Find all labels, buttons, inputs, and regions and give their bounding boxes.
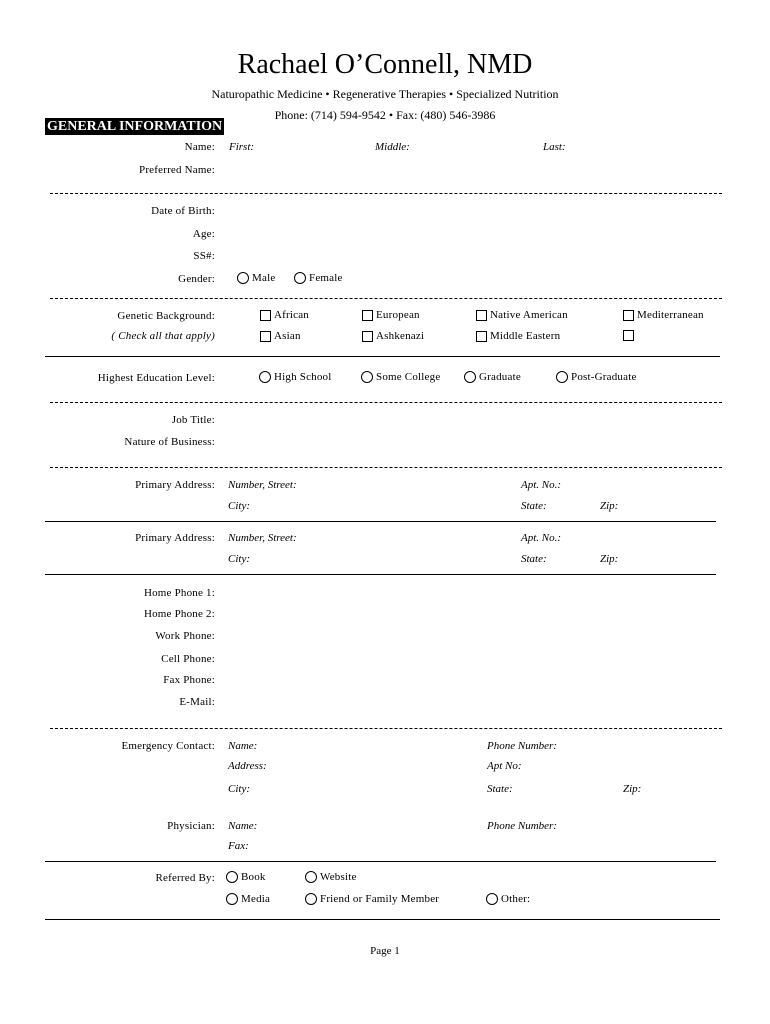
emergency-city-field[interactable]: City:	[228, 783, 250, 795]
divider	[50, 298, 722, 299]
emergency-address-field[interactable]: Address:	[228, 760, 267, 772]
radio-icon[interactable]	[237, 272, 249, 284]
apt-field[interactable]: Apt. No.:	[521, 479, 562, 491]
section-title-general-information: GENERAL INFORMATION	[47, 119, 223, 134]
zip-field[interactable]: Zip:	[600, 553, 619, 565]
contact-line: Phone: (714) 594-9542 • Fax: (480) 546-3986	[274, 108, 496, 122]
primary-address-2-label: Primary Address:	[135, 532, 215, 544]
nature-of-business-label: Nature of Business:	[124, 436, 215, 448]
date-of-birth-label: Date of Birth:	[151, 205, 215, 217]
referral-option-friend-family[interactable]: Friend or Family Member	[305, 893, 439, 905]
referral-option-media[interactable]: Media	[226, 893, 270, 905]
divider	[50, 193, 722, 194]
home-phone-2-label: Home Phone 2:	[143, 608, 215, 620]
divider	[45, 356, 720, 357]
email-label: E-Mail:	[179, 696, 215, 708]
street-field[interactable]: Number, Street:	[228, 479, 297, 491]
city-field[interactable]: City:	[228, 553, 250, 565]
divider	[50, 467, 722, 468]
job-title-label: Job Title:	[171, 414, 215, 426]
apt-field[interactable]: Apt. No.:	[521, 532, 562, 544]
referral-option-book[interactable]: Book	[226, 871, 266, 883]
referred-by-label: Referred By:	[155, 872, 215, 884]
emergency-state-field[interactable]: State:	[487, 783, 513, 795]
checkbox-icon[interactable]	[623, 310, 634, 321]
name-label: Name:	[184, 141, 215, 153]
checkbox-icon[interactable]	[260, 331, 271, 342]
preferred-name-label: Preferred Name:	[139, 164, 215, 176]
physician-fax-field[interactable]: Fax:	[228, 840, 249, 852]
divider	[45, 521, 716, 522]
education-option-post-graduate[interactable]: Post-Graduate	[556, 371, 637, 383]
education-option-high-school[interactable]: High School	[259, 371, 332, 383]
doctor-name-title: Rachael O’Connell, NMD	[237, 49, 533, 80]
street-field[interactable]: Number, Street:	[228, 532, 297, 544]
divider	[45, 861, 716, 862]
physician-phone-field[interactable]: Phone Number:	[487, 820, 557, 832]
divider	[45, 919, 720, 920]
radio-icon[interactable]	[294, 272, 306, 284]
radio-icon[interactable]	[305, 893, 317, 905]
page-number: Page 1	[370, 945, 400, 957]
practice-subtitle: Naturopathic Medicine • Regenerative Therapies • Specialized Nutrition	[211, 87, 559, 101]
physician-label: Physician:	[167, 820, 215, 832]
radio-icon[interactable]	[305, 871, 317, 883]
physician-name-field[interactable]: Name:	[228, 820, 258, 832]
genetic-option-other-blank[interactable]	[623, 330, 637, 341]
work-phone-label: Work Phone:	[155, 630, 215, 642]
genetic-background-label: Genetic Background:	[117, 310, 215, 322]
fax-phone-label: Fax Phone:	[163, 674, 215, 686]
gender-label: Gender:	[178, 273, 215, 285]
emergency-name-field[interactable]: Name:	[228, 740, 258, 752]
genetic-option-asian[interactable]: Asian	[260, 330, 301, 342]
radio-icon[interactable]	[226, 893, 238, 905]
age-label: Age:	[192, 228, 215, 240]
emergency-zip-field[interactable]: Zip:	[623, 783, 642, 795]
city-field[interactable]: City:	[228, 500, 250, 512]
checkbox-icon[interactable]	[476, 331, 487, 342]
checkbox-icon[interactable]	[623, 330, 634, 341]
emergency-phone-field[interactable]: Phone Number:	[487, 740, 557, 752]
referral-option-other[interactable]: Other:	[486, 893, 530, 905]
home-phone-1-label: Home Phone 1:	[143, 587, 215, 599]
ssn-label: SS#:	[193, 250, 215, 262]
genetic-option-middle-eastern[interactable]: Middle Eastern	[476, 330, 560, 342]
middle-name-field[interactable]: Middle:	[375, 141, 410, 153]
gender-option-male[interactable]: Male	[237, 272, 275, 284]
radio-icon[interactable]	[259, 371, 271, 383]
genetic-option-mediterranean[interactable]: Mediterranean	[623, 309, 704, 321]
emergency-contact-label: Emergency Contact:	[121, 740, 215, 752]
radio-icon[interactable]	[486, 893, 498, 905]
divider	[50, 402, 722, 403]
checkbox-icon[interactable]	[260, 310, 271, 321]
radio-icon[interactable]	[464, 371, 476, 383]
check-all-note: ( Check all that apply)	[111, 330, 215, 342]
radio-icon[interactable]	[226, 871, 238, 883]
referral-option-website[interactable]: Website	[305, 871, 357, 883]
education-option-some-college[interactable]: Some College	[361, 371, 440, 383]
state-field[interactable]: State:	[521, 500, 547, 512]
education-option-graduate[interactable]: Graduate	[464, 371, 521, 383]
checkbox-icon[interactable]	[362, 310, 373, 321]
primary-address-label: Primary Address:	[135, 479, 215, 491]
first-name-field[interactable]: First:	[229, 141, 255, 153]
zip-field[interactable]: Zip:	[600, 500, 619, 512]
emergency-apt-field[interactable]: Apt No:	[487, 760, 522, 772]
cell-phone-label: Cell Phone:	[161, 653, 215, 665]
state-field[interactable]: State:	[521, 553, 547, 565]
radio-icon[interactable]	[361, 371, 373, 383]
divider	[45, 574, 716, 575]
divider	[50, 728, 722, 729]
gender-option-female[interactable]: Female	[294, 272, 343, 284]
checkbox-icon[interactable]	[362, 331, 373, 342]
genetic-option-african[interactable]: African	[260, 309, 309, 321]
genetic-option-native-american[interactable]: Native American	[476, 309, 568, 321]
genetic-option-european[interactable]: European	[362, 309, 420, 321]
genetic-option-ashkenazi[interactable]: Ashkenazi	[362, 330, 424, 342]
education-label: Highest Education Level:	[97, 372, 215, 384]
checkbox-icon[interactable]	[476, 310, 487, 321]
radio-icon[interactable]	[556, 371, 568, 383]
last-name-field[interactable]: Last:	[543, 141, 566, 153]
